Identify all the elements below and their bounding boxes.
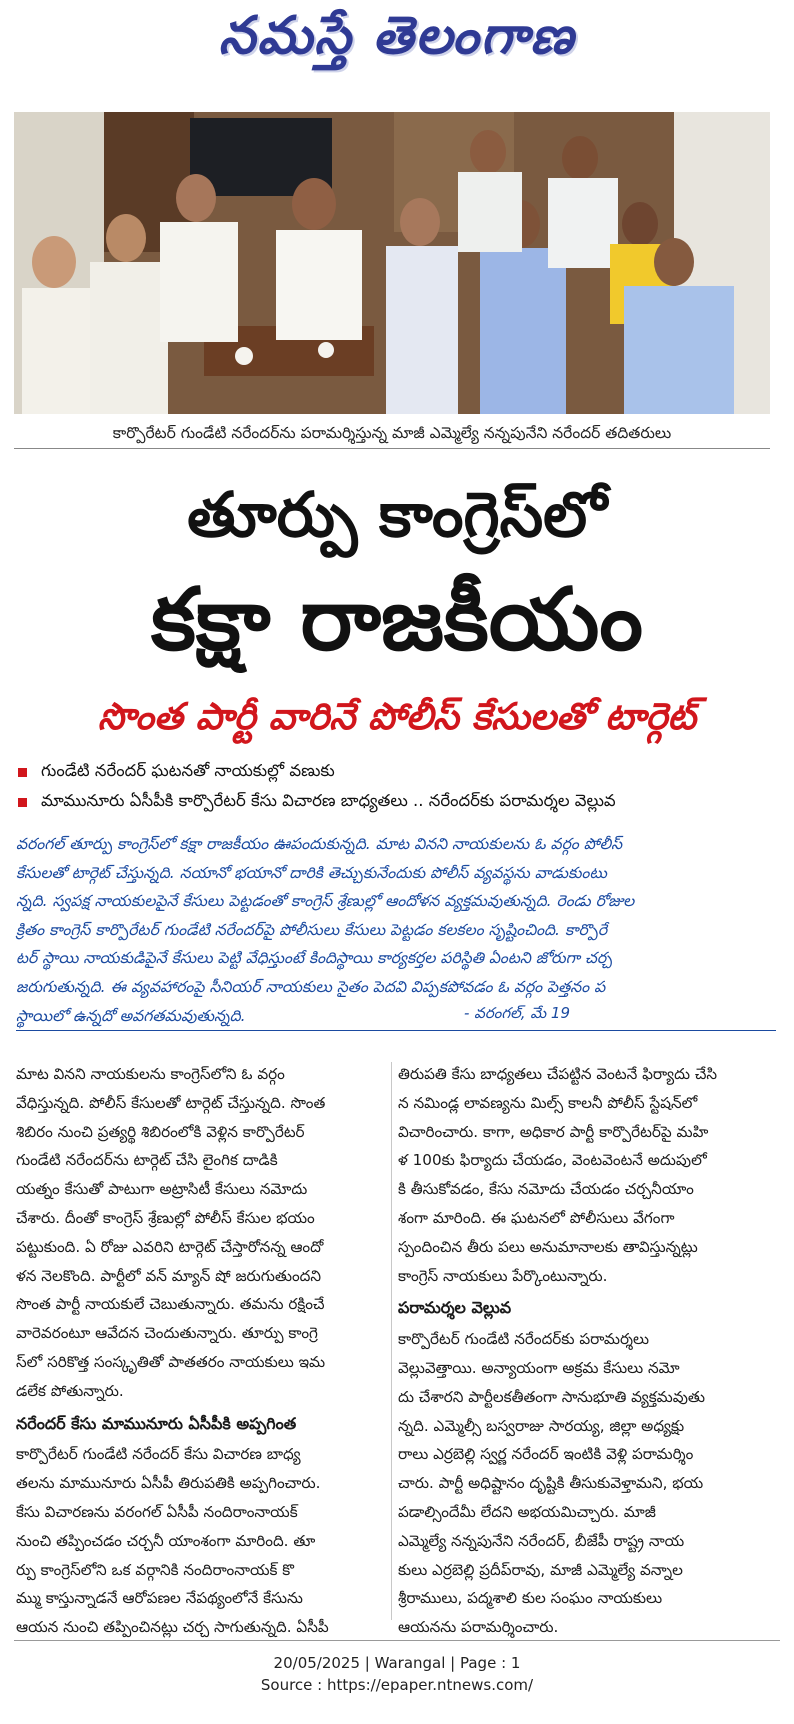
column-2-paragraph-2: కార్పొరేటర్ గుండేటి నరేందర్‌కు పరామర్శలు వెల్లువెత్తాయి. అన్యాయంగా అక్రమ కేసులు నమో దు చేశారని పార్టీలకతీతంగా సానుభూతి వ్యక్తమవుతు న్నది. ఎమ్మెల్సీ బస్వరాజు సారయ్య, జిల్లా అధ్యక్షు రాలు ఎర్రబెల్లి స్వర్ణ నరేందర్ ఇంటికి వెళ్లి పరామర్శిం చారు. పార్టీ అధిష్టానం దృష్టికి తీసుకువెళ్తామని, భయ పడాల్సిందేమీ లేదని అభయమిచ్చారు. మాజీ ఎమ్మెల్యే నన్నపునేని నరేందర్, బీజేపీ రాష్ట్ర నాయ కులు ఎర్రబెల్లి ప్రదీప్‌రావు, మాజీ ఎమ్మెల్యే వన్నాల శ్రీరాములు, పద్మశాలి కుల సంఘం నాయకులు ఆయనను పరామర్శించారు. — [398, 1330, 705, 1637]
article-column-2 — [398, 1060, 768, 1642]
footer-source-link[interactable]: Source : https://epaper.ntnews.com/ — [260, 1676, 534, 1694]
masthead — [0, 0, 794, 78]
headline-line-1: తూర్పు కాంగ్రెస్‌లో — [187, 478, 607, 551]
column-1-paragraph-2: కార్పొరేటర్ గుండేటి నరేందర్ కేసు విచారణ బాధ్య తలను మామునూరు ఏసీపీ తిరుపతికి అప్పగించారు. కేసు విచారణను వరంగల్ ఏసీపీ నందిరాంనాయక్ నుంచి తప్పించడం చర్చనీ యాంశంగా మారింది. తూ ర్పు కాంగ్రెస్‌లోని ఒక వర్గానికి నందిరాంనాయక్ కొ మ్ము కాస్తున్నాడనే ఆరోపణల నేపథ్యంలోనే కేసును ఆయన నుంచి తప్పించినట్లు చర్చ సాగుతున్నది. ఏసీపీ — [16, 1445, 329, 1637]
bullet-item — [14, 757, 784, 787]
bullet-text: మామునూరు ఏసీపీకి కార్పొరేటర్ కేసు విచారణ బాధ్యతలు .. నరేందర్‌కు పరామర్శల వెల్లువ — [41, 790, 616, 810]
bullet-square-icon — [18, 768, 27, 777]
column-2-paragraph-1: తిరుపతి కేసు బాధ్యతలు చేపట్టిన వెంటనే ఫిర్యాదు చేసి న నమిండ్ల లావణ్యను మిల్స్ కాలనీ పోలీస్ స్టేషన్‌లో విచారించారు. కాగా, అధికార పార్టీ కార్పొరేటర్‌పై మహి ళ 100కు ఫిర్యాదు చేయడం, వెంటవెంటనే అదుపులో కి తీసుకోవడం, కేసు నమోదు చేయడం చర్చనీయాం శంగా మారింది. ఈ ఘటనలో పోలీసులు వేగంగా స్పందించిన తీరు పలు అనుమానాలకు తావిస్తున్నట్లు కాంగ్రెస్ నాయకులు పేర్కొంటున్నారు. — [398, 1065, 718, 1285]
dateline: - వరంగల్, మే 19 — [458, 1004, 570, 1026]
column-1-paragraph-1: మాట వినని నాయకులను కాంగ్రెస్‌లోని ఓ వర్గం వేధిస్తున్నది. పోలీస్ కేసులతో టార్గెట్ చేస్తున్నది. సొంత శిబిరం నుంచి ప్రత్యర్థి శిబిరంలోకి వెళ్లిన కార్పొరేటర్ గుండేటి నరేందర్‌ను టార్గెట్ చేసి లైంగిక దాడికి యత్నం కేసుతో పాటుగా అట్రాసిటీ కేసులు నమోదు చేశారు. దీంతో కాంగ్రెస్ శ్రేణుల్లో పోలీస్ కేసుల భయం పట్టుకుంది. ఏ రోజు ఎవరిని టార్గెట్ చేస్తారోనన్న ఆందో ళన నెలకొంది. పార్టీలో వన్ మ్యాన్ షో జరుగుతుందని సొంత పార్టీ నాయకులే చెబుతున్నారు. తమను రక్షించే వారెవరంటూ ఆవేదన చెందుతున్నారు. తూర్పు కాంగ్రె స్‌లో సరికొత్త సంస్కృతితో పాతతరం నాయకులు ఇమ డలేక పోతున్నారు. — [16, 1065, 326, 1400]
bullet-list — [14, 757, 784, 817]
headline-line-2: కక్షా రాజకీయం — [151, 570, 643, 670]
bullet-item — [14, 787, 784, 817]
footer-divider — [14, 1640, 780, 1641]
bullet-text: గుండేటి నరేందర్ ఘటనతో నాయకుల్లో వణుకు — [41, 760, 335, 780]
news-photo — [14, 112, 770, 414]
bullet-square-icon — [18, 798, 27, 807]
photo-caption: కార్పొరేటర్ గుండేటి నరేందర్‌ను పరామర్శిస్తున్న మాజీ ఎమ్మెల్యే నన్నపునేని నరేందర్ తదితరులు — [14, 418, 770, 449]
page-footer — [0, 1652, 794, 1696]
photo-illustration — [14, 112, 770, 414]
column-1-subheading: నరేందర్ కేసు మామునూరు ఏసీపీకి అప్పగింత — [16, 1413, 297, 1433]
footer-date-edition: 20/05/2025 | Warangal | Page : 1 — [273, 1654, 521, 1672]
column-2-subheading: పరామర్శల వెల్లువ — [398, 1298, 512, 1318]
column-divider — [391, 1062, 392, 1620]
intro-text: వరంగల్ తూర్పు కాంగ్రెస్‌లో కక్షా రాజకీయం ఊపందుకున్నది. మాట వినని నాయకులను ఓ వర్గం పోలీస్ కేసులతో టార్గెట్ చేస్తున్నది. నయానో భయానో దారికి తెచ్చుకునేందుకు పోలీస్ వ్యవస్థను వాడుకుంటు న్నది. స్వపక్ష నాయకులపైనే కేసులు పెట్టడంతో కాంగ్రెస్ శ్రేణుల్లో ఆందోళన వ్యక్తమవుతున్నది. రెండు రోజుల క్రితం కాంగ్రెస్ కార్పొరేటర్ గుండేటి నరేందర్‌పై పోలీసులు కేసులు పెట్టడం కలకలం సృష్టించింది. కార్పొరే టర్ స్థాయి నాయకుడిపైనే కేసులు పెట్టి వేధిస్తుంటే కిందిస్థాయి కార్యకర్తల పరిస్థితి ఏంటని జోరుగా చర్చ జరుగుతున్నది. ఈ వ్యవహారంపై సీనియర్ నాయకులు సైతం పెదవి విప్పకపోవడం ఓ వర్గం పెత్తనం ప స్థాయిలో ఉన్నదో అవగతమవుతున్నది. — [16, 835, 635, 1025]
sub-headline: సొంత పార్టీ వారినే పోలీస్ కేసులతో టార్గెట్ — [97, 695, 697, 738]
intro-paragraph-block — [16, 830, 776, 1031]
newspaper-logo: నమస్తే తెలంగాణ — [218, 6, 576, 66]
article-column-1 — [16, 1060, 386, 1642]
